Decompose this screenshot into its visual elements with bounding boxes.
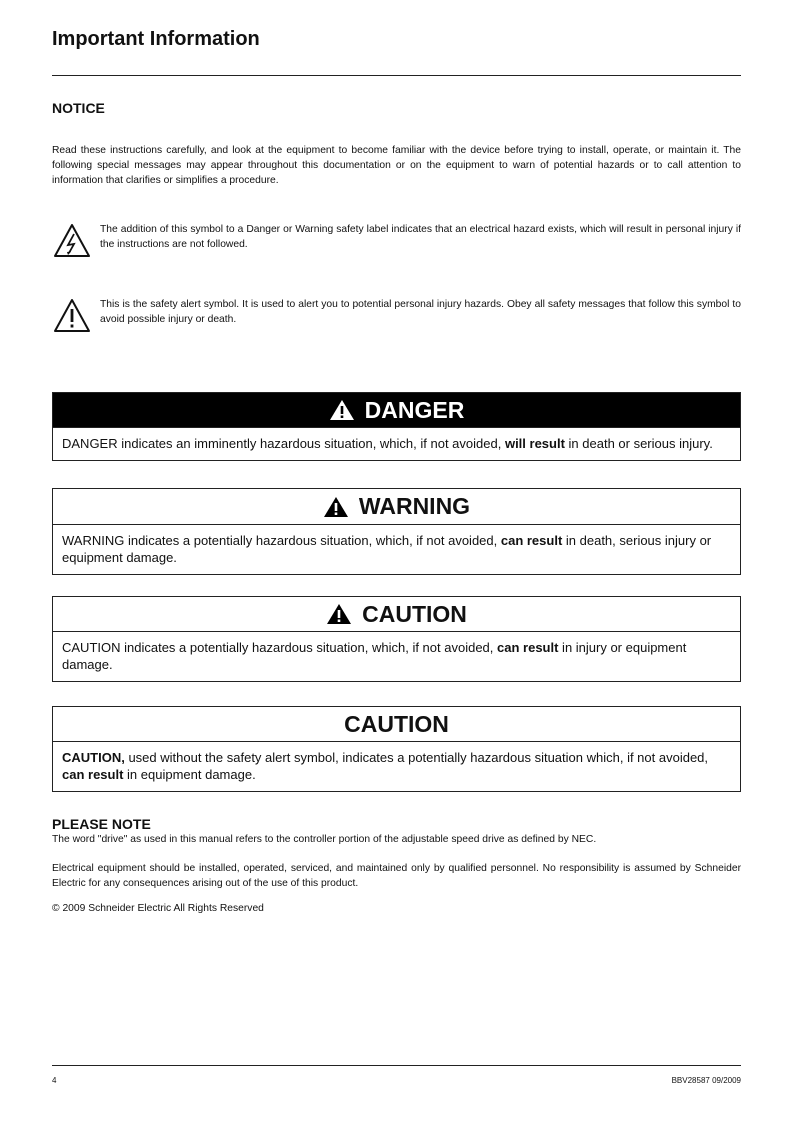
notice-heading: NOTICE	[52, 100, 105, 116]
danger-label: DANGER	[364, 396, 465, 423]
danger-description	[53, 427, 740, 460]
danger-text: DANGER indicates an imminently hazardous situation, which, if not avoided,	[62, 436, 505, 451]
warning-triangle-icon	[329, 399, 355, 421]
caution-plain-description	[53, 741, 740, 791]
header-rule	[52, 75, 741, 76]
caution-alert-text-end: in injury or equipment damage.	[62, 640, 687, 672]
document-reference: BBV28587 09/2009	[671, 1076, 741, 1085]
safety-alert-icon	[52, 297, 92, 335]
danger-emphasis: will result	[504, 436, 565, 451]
caution-alert-box	[52, 596, 741, 682]
caution-alert-header	[53, 597, 740, 631]
caution-alert-description	[53, 631, 740, 681]
warning-text-end: in death, serious injury or equipment damage.	[62, 533, 712, 565]
electrical-hazard-icon	[52, 222, 92, 260]
safety-alert-row	[52, 297, 741, 335]
danger-header	[53, 393, 740, 427]
please-note-drive-definition: The word "drive" as used in this manual refers to the controller portion of the adjustable speed drive as defined by NEC.	[52, 834, 597, 845]
warning-description	[53, 524, 740, 574]
notice-intro: Read these instructions carefully, and look at the equipment to become familiar with the device before trying to install, operate, or maintain it. The following special messages may appear throughout this documentation or on the equipment to warn of potential hazards or to call attention to information that clarifies or simplifies a procedure.	[52, 145, 741, 186]
safety-alert-text: This is the safety alert symbol. It is used to alert you to potential personal injury hazards. Obey all safety messages that follow this symbol to avoid possible injury or death.	[100, 299, 741, 325]
page-title: Important Information	[52, 28, 260, 50]
warning-triangle-icon	[326, 603, 352, 625]
caution-alert-emphasis: can result	[497, 640, 559, 655]
warning-header	[53, 489, 740, 524]
warning-emphasis: can result	[500, 533, 563, 548]
warning-label: WARNING	[358, 493, 471, 519]
warning-box	[52, 488, 741, 575]
caution-plain-lead: CAUTION,	[62, 750, 125, 765]
electrical-hazard-row	[52, 222, 741, 260]
danger-text-end: in death or serious injury.	[564, 436, 713, 451]
caution-plain-emphasis: can result	[62, 767, 124, 782]
caution-alert-label: CAUTION	[362, 600, 467, 627]
warning-triangle-icon	[323, 496, 349, 518]
caution-plain-text-end: in equipment damage.	[123, 767, 256, 782]
footer-rule	[52, 1065, 741, 1066]
copyright-notice: © 2009 Schneider Electric All Rights Reserved	[52, 903, 264, 914]
caution-plain-box	[52, 706, 741, 792]
danger-box	[52, 392, 741, 461]
please-note-heading: PLEASE NOTE	[52, 816, 151, 832]
caution-plain-header	[53, 707, 740, 741]
warning-text: WARNING indicates a potentially hazardous situation, which, if not avoided,	[62, 533, 501, 548]
page-number: 4	[52, 1076, 57, 1085]
caution-plain-text: used without the safety alert symbol, indicates a potentially hazardous situation which, if not avoided,	[124, 750, 709, 765]
caution-plain-label: CAUTION	[344, 710, 449, 737]
electrical-hazard-text: The addition of this symbol to a Danger or Warning safety label indicates that an electrical hazard exists, which will result in personal injury if the instructions are not followed.	[100, 224, 741, 250]
please-note-responsibility: Electrical equipment should be installed, operated, serviced, and maintained only by qualified personnel. No responsibility is assumed by Schneider Electric for any consequences arising out of the use of this product.	[52, 863, 741, 889]
caution-alert-text: CAUTION indicates a potentially hazardous situation, which, if not avoided,	[62, 640, 498, 655]
